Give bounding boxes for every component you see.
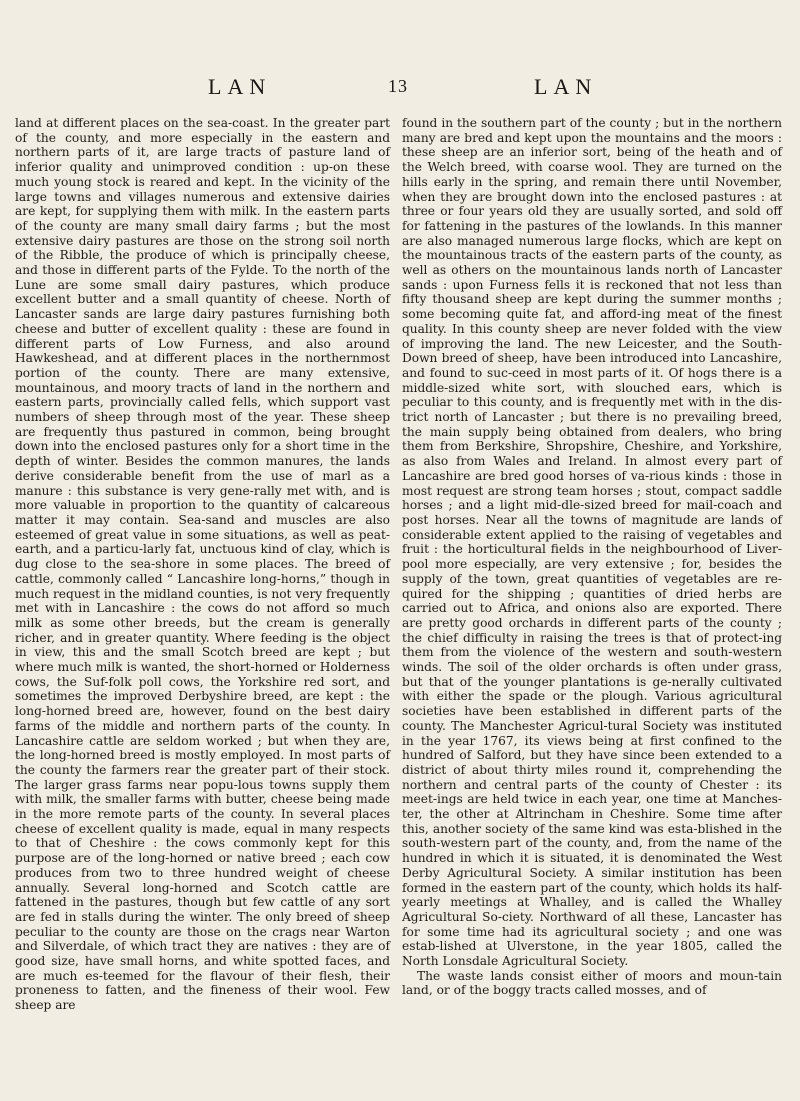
header-right-word: LAN	[534, 74, 598, 99]
right-column	[402, 116, 782, 998]
header-left-word: LAN	[208, 74, 272, 99]
left-column	[15, 116, 390, 1013]
page-number: 13	[388, 76, 408, 96]
right-column-paragraph-1: found in the southern part of the county ; but in the northern many are bred and kept upon the mountains and the moors : these sheep are an inferior sort, being of the heath and of the Welch breed, with coarse wool. They are turned on the hills early in the spring, and remain there until November, when they are brought down into the enclosed pastures : at three or four years old they are usually sorted, and sold off for fattening in the pastures of the lowlands. In this manner are also managed numerous large flocks, which are kept on the mountainous tracts of the eastern parts of the county, as well as others on the mountainous lands north of Lancaster sands : upon Furness fells it is reckoned that not less than fifty thousand sheep are kept during the summer months ; some becoming quite fat, and afford-ing meat of the finest quality. In this county sheep are never folded with the view of improving the land. The new Leicester, and the South-Down breed of sheep, have been introduced into Lancashire, and found to suc-ceed in most parts of it. Of hogs there is a middle-sized white sort, with slouched ears, which is peculiar to this county, and is frequently met with in the dis-trict north of Lancaster ; but there is no prevailing breed, the main supply being obtained from dealers, who bring them from Berkshire, Shropshire, Cheshire, and Yorkshire, as also from Wales and Ireland. In almost every part of Lancashire are bred good horses of va-rious kinds : those in most request are strong team horses ; stout, compact saddle horses ; and a light mid-dle-sized breed for mail-coach and post horses. Near all the towns of magnitude are lands of considerable extent applied to the raising of vegetables and fruit : the horticultural fields in the neighbourhood of Liver-pool more especially, are very extensive ; for, besides the supply of the town, great quantities of vegetables are re-quired for the shipping ; quantities of dried herbs are carried out to Africa, and onions also are exported. There are pretty good orchards in different parts of the county ; the chief difficulty in raising the trees is that of protect-ing them from the violence of the western and south-western winds. The soil of the older orchards is often under grass, but that of the younger plantations is ge-nerally cultivated with either the spade or the plough. Various agricultural societies have been established in different parts of the county. The Manchester Agricul-tural Society was instituted in the year 1767, its views being at first confined to the hundred of Salford, but they have since been extended to a district of about thirty miles round it, comprehending the northern and central parts of the county of Chester : its meet-ings are held twice in each year, one time at Manches-ter, the other at Altrincham in Cheshire. Some time after this, another society of the same kind was esta-blished in the south-western part of the county, and, from the name of the hundred in which it is situated, it is denominated the West Derby Agricultural Society. A similar institution has been formed in the eastern part of the county, which holds its half-yearly meetings at Whalley, and is called the Whalley Agricultural So-ciety. Northward of all these, Lancaster has for some time had its agricultural society ; and one was estab-lished at Ulverstone, in the year 1805, called the North Lonsdale Agricultural Society.	[402, 116, 782, 969]
running-header	[0, 74, 800, 106]
left-column-text: land at different places on the sea-coast. In the greater part of the county, and more especially in the eastern and northern parts of it, are large tracts of pasture land of inferior quality and unimproved condition : up-on these much young stock is reared and kept. In the vicinity of the large towns and villages numerous and extensive dairies are kept, for supplying them with milk. In the eastern parts of the county are many small dairy farms ; but the most extensive dairy pastures are those on the strong soil north of the Ribble, the produce of which is principally cheese, and those in different parts of the Fylde. To the north of the Lune are some small dairy pastures, which produce excellent butter and a small quantity of cheese. North of Lancaster sands are large dairy pastures furnishing both cheese and butter of excellent quality : these are found in different parts of Low Furness, and also around Hawkeshead, and at different places in the northernmost portion of the county. There are many extensive, mountainous, and moory tracts of land in the northern and eastern parts, provincially called fells, which support vast numbers of sheep through most of the year. These sheep are frequently thus pastured in common, being brought down into the enclosed pastures only for a short time in the depth of winter. Besides the common manures, the lands derive considerable benefit from the use of marl as a manure : this substance is very gene-rally met with, and is more valuable in proportion to the quantity of calcareous matter it may contain. Sea-sand and muscles are also esteemed of great value in some situations, as well as peat-earth, and a particu-larly fat, unctuous kind of clay, which is dug close to the sea-shore in some places. The breed of cattle, commonly called “ Lancashire long-horns,” though in much request in the midland counties, is not very frequently met with in Lancashire : the cows do not afford so much milk as some other breeds, but the cream is generally richer, and in greater quantity. Where feeding is the object in view, this and the small Scotch breed are kept ; but where much milk is wanted, the short-horned or Holderness cows, the Suf-folk poll cows, the Yorkshire red sort, and sometimes the improved Derbyshire breed, are kept : the long-horned breed are, however, found on the best dairy farms of the middle and northern parts of the county. In Lancashire cattle are seldom worked ; but when they are, the long-horned breed is mostly employed. In most parts of the county the farmers rear the greater part of their stock. The larger grass farms near popu-lous towns supply them with milk, the smaller farms with butter, cheese being made in the more remote parts of the county. In several places cheese of excellent quality is made, equal in many respects to that of Cheshire : the cows commonly kept for this purpose are of the long-horned or native breed ; each cow produces from two to three hundred weight of cheese annually. Several long-horned and Scotch cattle are fattened in the pastures, though but few cattle of any sort are fed in stalls during the winter. The only breed of sheep peculiar to the county are those on the crags near Warton and Silverdale, of which tract they are natives : they are of good size, have small horns, and white spotted faces, and are much es-teemed for the flavour of their flesh, their proneness to fatten, and the fineness of their wool. Few sheep are	[15, 116, 390, 1013]
right-column-paragraph-2: The waste lands consist either of moors and moun-tain land, or of the boggy tracts called mosses, and of	[402, 968, 782, 998]
